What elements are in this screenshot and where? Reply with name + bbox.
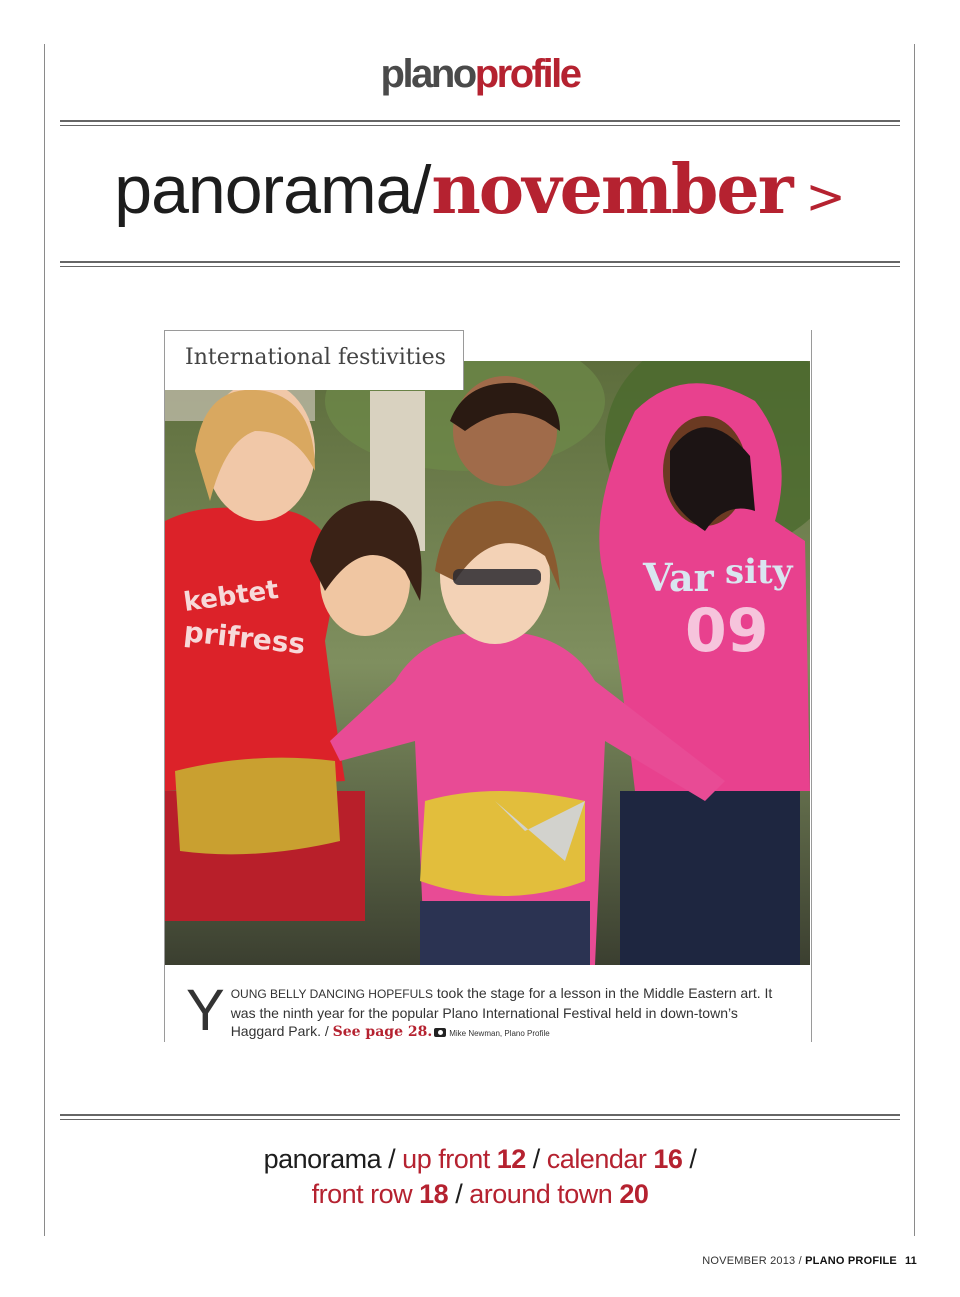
svg-text:prifress: prifress xyxy=(182,615,307,661)
nav-separator: / xyxy=(448,1179,470,1209)
caption-dropcap: Y xyxy=(186,978,225,1043)
section-nav-line-2 xyxy=(0,1177,960,1212)
svg-text:Var: Var xyxy=(643,555,714,600)
section-nav xyxy=(0,1142,960,1212)
nav-item-panorama[interactable]: panorama xyxy=(263,1144,382,1174)
masthead-logo: planoprofile xyxy=(380,52,580,96)
nav-page-number[interactable]: 16 xyxy=(653,1144,683,1174)
section-title-month: november xyxy=(431,150,792,230)
nav-separator: / xyxy=(682,1144,697,1174)
footer-date: NOVEMBER 2013 / xyxy=(702,1255,806,1267)
photo-tag-label: International festivities xyxy=(165,330,464,390)
svg-text:kebtet: kebtet xyxy=(181,574,281,618)
photo-credit: Mike Newman, Plano Profile xyxy=(449,1029,550,1038)
nav-page-number[interactable]: 18 xyxy=(419,1179,449,1209)
caption-body: took the stage for a lesson in the Middle Eastern art. It was the ninth year for the popular Plano International Festival held in down-town’s Haggard Park. / xyxy=(230,985,773,1039)
page-footer xyxy=(702,1255,917,1267)
caption-lead-in: OUNG BELLY DANCING HOPEFULS xyxy=(230,987,433,1001)
nav-page-number[interactable]: 12 xyxy=(496,1144,526,1174)
nav-separator: / xyxy=(381,1144,403,1174)
see-page-link[interactable]: See page 28. xyxy=(332,1024,433,1040)
page-number: 11 xyxy=(904,1255,917,1267)
rule-bottom xyxy=(60,1114,900,1120)
nav-separator: / xyxy=(525,1144,547,1174)
nav-page-number[interactable]: 20 xyxy=(619,1179,649,1209)
nav-item-up-front[interactable]: up front xyxy=(402,1144,497,1174)
rule-under-title xyxy=(60,261,900,267)
photo-caption xyxy=(186,978,790,1044)
section-title-light: panorama xyxy=(114,152,413,228)
section-title-slash: / xyxy=(412,152,432,228)
svg-text:sity: sity xyxy=(725,552,793,592)
section-nav-line-1 xyxy=(0,1142,960,1177)
footer-publication: PLANO PROFILE xyxy=(805,1255,897,1267)
festival-photo xyxy=(165,361,810,965)
arrow-icon: > xyxy=(805,169,846,225)
camera-icon xyxy=(434,1028,446,1037)
rule-top xyxy=(60,120,900,126)
svg-text:09: 09 xyxy=(685,596,769,666)
nav-item-around-town[interactable]: around town xyxy=(469,1179,620,1209)
nav-item-calendar[interactable]: calendar xyxy=(546,1144,654,1174)
nav-item-front-row[interactable]: front row xyxy=(311,1179,420,1209)
section-title xyxy=(0,150,960,237)
